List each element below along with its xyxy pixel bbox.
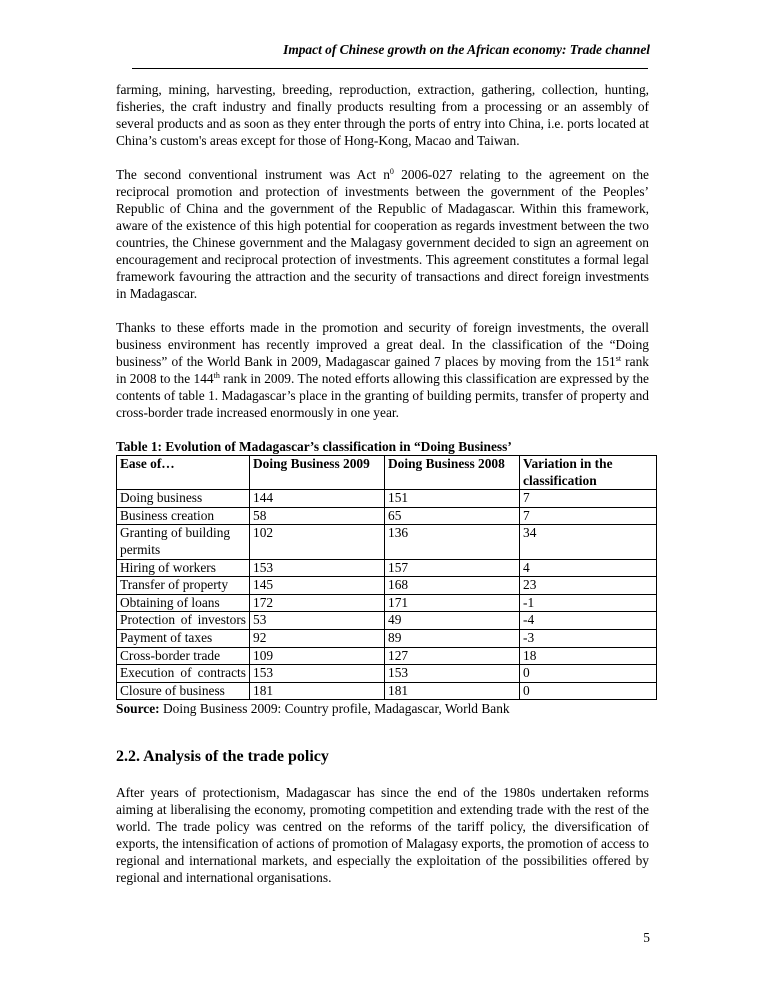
table-cell-2008: 168 <box>385 577 520 595</box>
table-cell-2008: 49 <box>385 612 520 630</box>
table-cell-variation: -4 <box>520 612 657 630</box>
table-cell-variation: 0 <box>520 665 657 683</box>
table-cell-indicator: Protection of investors <box>117 612 250 630</box>
table-cell-2009: 102 <box>250 525 385 559</box>
paragraph-2-text-b: 2006-027 relating to the agreement on the reciprocal promotion and protection of investments between the government of the Peoples’ Republic of China and the government of the Republic of Madagascar. Within this framework, aware of the existence of this high potential for cooperation as regards investment between the two countries, the Chinese government and the Malagasy government decided to sign an agreement on encouragement and reciprocal protection of investments. This agreement constitutes a formal legal framework favouring the attraction and the security of transactions and direct foreign investments in Madagascar. <box>116 167 649 301</box>
table-cell-2008: 65 <box>385 507 520 525</box>
table-row <box>117 612 657 630</box>
table-cell-2009: 153 <box>250 665 385 683</box>
table-header-db-2009: Doing Business 2009 <box>250 456 385 490</box>
table-cell-variation: 7 <box>520 507 657 525</box>
table-cell-variation: 23 <box>520 577 657 595</box>
table-row <box>117 559 657 577</box>
table-row <box>117 629 657 647</box>
table-cell-2009: 153 <box>250 559 385 577</box>
page-number: 5 <box>643 930 650 945</box>
table-row <box>117 647 657 665</box>
table-header-row <box>117 456 657 490</box>
table-cell-variation: 18 <box>520 647 657 665</box>
header-divider <box>132 68 648 69</box>
table-cell-2008: 151 <box>385 490 520 508</box>
table-cell-variation: -3 <box>520 629 657 647</box>
table-cell-indicator: Transfer of property <box>117 577 250 595</box>
doing-business-table <box>116 455 657 700</box>
table-cell-indicator: Closure of business <box>117 682 250 700</box>
table-cell-variation: 7 <box>520 490 657 508</box>
table-cell-2009: 58 <box>250 507 385 525</box>
table-cell-variation: 4 <box>520 559 657 577</box>
table-cell-2009: 181 <box>250 682 385 700</box>
table-row <box>117 577 657 595</box>
table-cell-2009: 172 <box>250 594 385 612</box>
paragraph-3-superscript-st: st <box>615 354 622 363</box>
paragraph-3-superscript-th: th <box>213 371 220 380</box>
table-row <box>117 665 657 683</box>
table-cell-indicator: Cross-border trade <box>117 647 250 665</box>
table-cell-2009: 109 <box>250 647 385 665</box>
table-cell-indicator: Obtaining of loans <box>117 594 250 612</box>
table-source-label: Source: <box>116 701 160 717</box>
table-cell-variation: 34 <box>520 525 657 559</box>
table-cell-2009: 92 <box>250 629 385 647</box>
paragraph-3 <box>116 319 649 421</box>
table-cell-2008: 153 <box>385 665 520 683</box>
table-header-ease-of: Ease of… <box>117 456 250 490</box>
table-cell-2008: 136 <box>385 525 520 559</box>
paragraph-2 <box>116 166 649 302</box>
paragraph-4: After years of protectionism, Madagascar has since the end of the 1980s undertaken reforms aiming at liberalising the economy, promoting competition and extending trade with the rest of the world. The trade policy was centred on the reforms of the tariff policy, the diversification of exports, the intensification of actions of promotion of Malagasy exports, the promotion of access to regional and international markets, and especially the exploitation of the possibilities offered by regional and international organisations. <box>116 785 649 886</box>
table-source <box>116 700 649 717</box>
table-cell-variation: -1 <box>520 594 657 612</box>
section-heading: 2.2. Analysis of the trade policy <box>116 748 329 766</box>
table-header-db-2008: Doing Business 2008 <box>385 456 520 490</box>
running-header: Impact of Chinese growth on the African economy: Trade channel <box>283 42 650 57</box>
table-cell-2008: 181 <box>385 682 520 700</box>
table-cell-indicator: Granting of building permits <box>117 525 250 559</box>
table-row <box>117 490 657 508</box>
table-cell-2008: 89 <box>385 629 520 647</box>
table-cell-2009: 145 <box>250 577 385 595</box>
table-cell-indicator: Business creation <box>117 507 250 525</box>
table-cell-indicator: Execution of contracts <box>117 665 250 683</box>
table-cell-2009: 53 <box>250 612 385 630</box>
paragraph-1: farming, mining, harvesting, breeding, reproduction, extraction, gathering, collection, hunting, fisheries, the craft industry and finally products resulting from a processing or an assembly of several products and as soon as they enter through the ports of entry into China, i.e. ports located at China’s custom's areas except for those of Hong-Kong, Macao and Taiwan. <box>116 82 649 148</box>
table-row <box>117 507 657 525</box>
table-row <box>117 594 657 612</box>
paragraph-2-text-a: The second conventional instrument was Act n <box>116 167 390 182</box>
table-cell-2008: 157 <box>385 559 520 577</box>
table-row <box>117 682 657 700</box>
table-cell-2008: 127 <box>385 647 520 665</box>
paragraph-3-text-b: rank in 2008 to the 144 <box>116 354 649 386</box>
paragraph-3-text-c: rank in 2009. The noted efforts allowing this classification are expressed by the contents of table 1. Madagascar’s place in the granting of building permits, transfer of property and cross-border trade increased enormously in one year. <box>116 371 649 420</box>
page-body <box>116 81 649 886</box>
table-row <box>117 525 657 559</box>
table-caption: Table 1: Evolution of Madagascar’s classification in “Doing Business’ <box>116 439 512 454</box>
table-cell-2008: 171 <box>385 594 520 612</box>
table-cell-variation: 0 <box>520 682 657 700</box>
table-source-text: Doing Business 2009: Country profile, Madagascar, World Bank <box>159 701 510 717</box>
table-header-variation: Variation in the classification <box>520 456 657 490</box>
table-cell-2009: 144 <box>250 490 385 508</box>
table-cell-indicator: Payment of taxes <box>117 629 250 647</box>
paragraph-2-superscript: 0 <box>389 167 394 176</box>
table-cell-indicator: Doing business <box>117 490 250 508</box>
table-cell-indicator: Hiring of workers <box>117 559 250 577</box>
paragraph-3-text-a: Thanks to these efforts made in the promotion and security of foreign investments, the overall business environment has recently improved a great deal. In the classification of the “Doing business” of the World Bank in 2009, Madagascar gained 7 places by moving from the 151 <box>116 320 649 369</box>
